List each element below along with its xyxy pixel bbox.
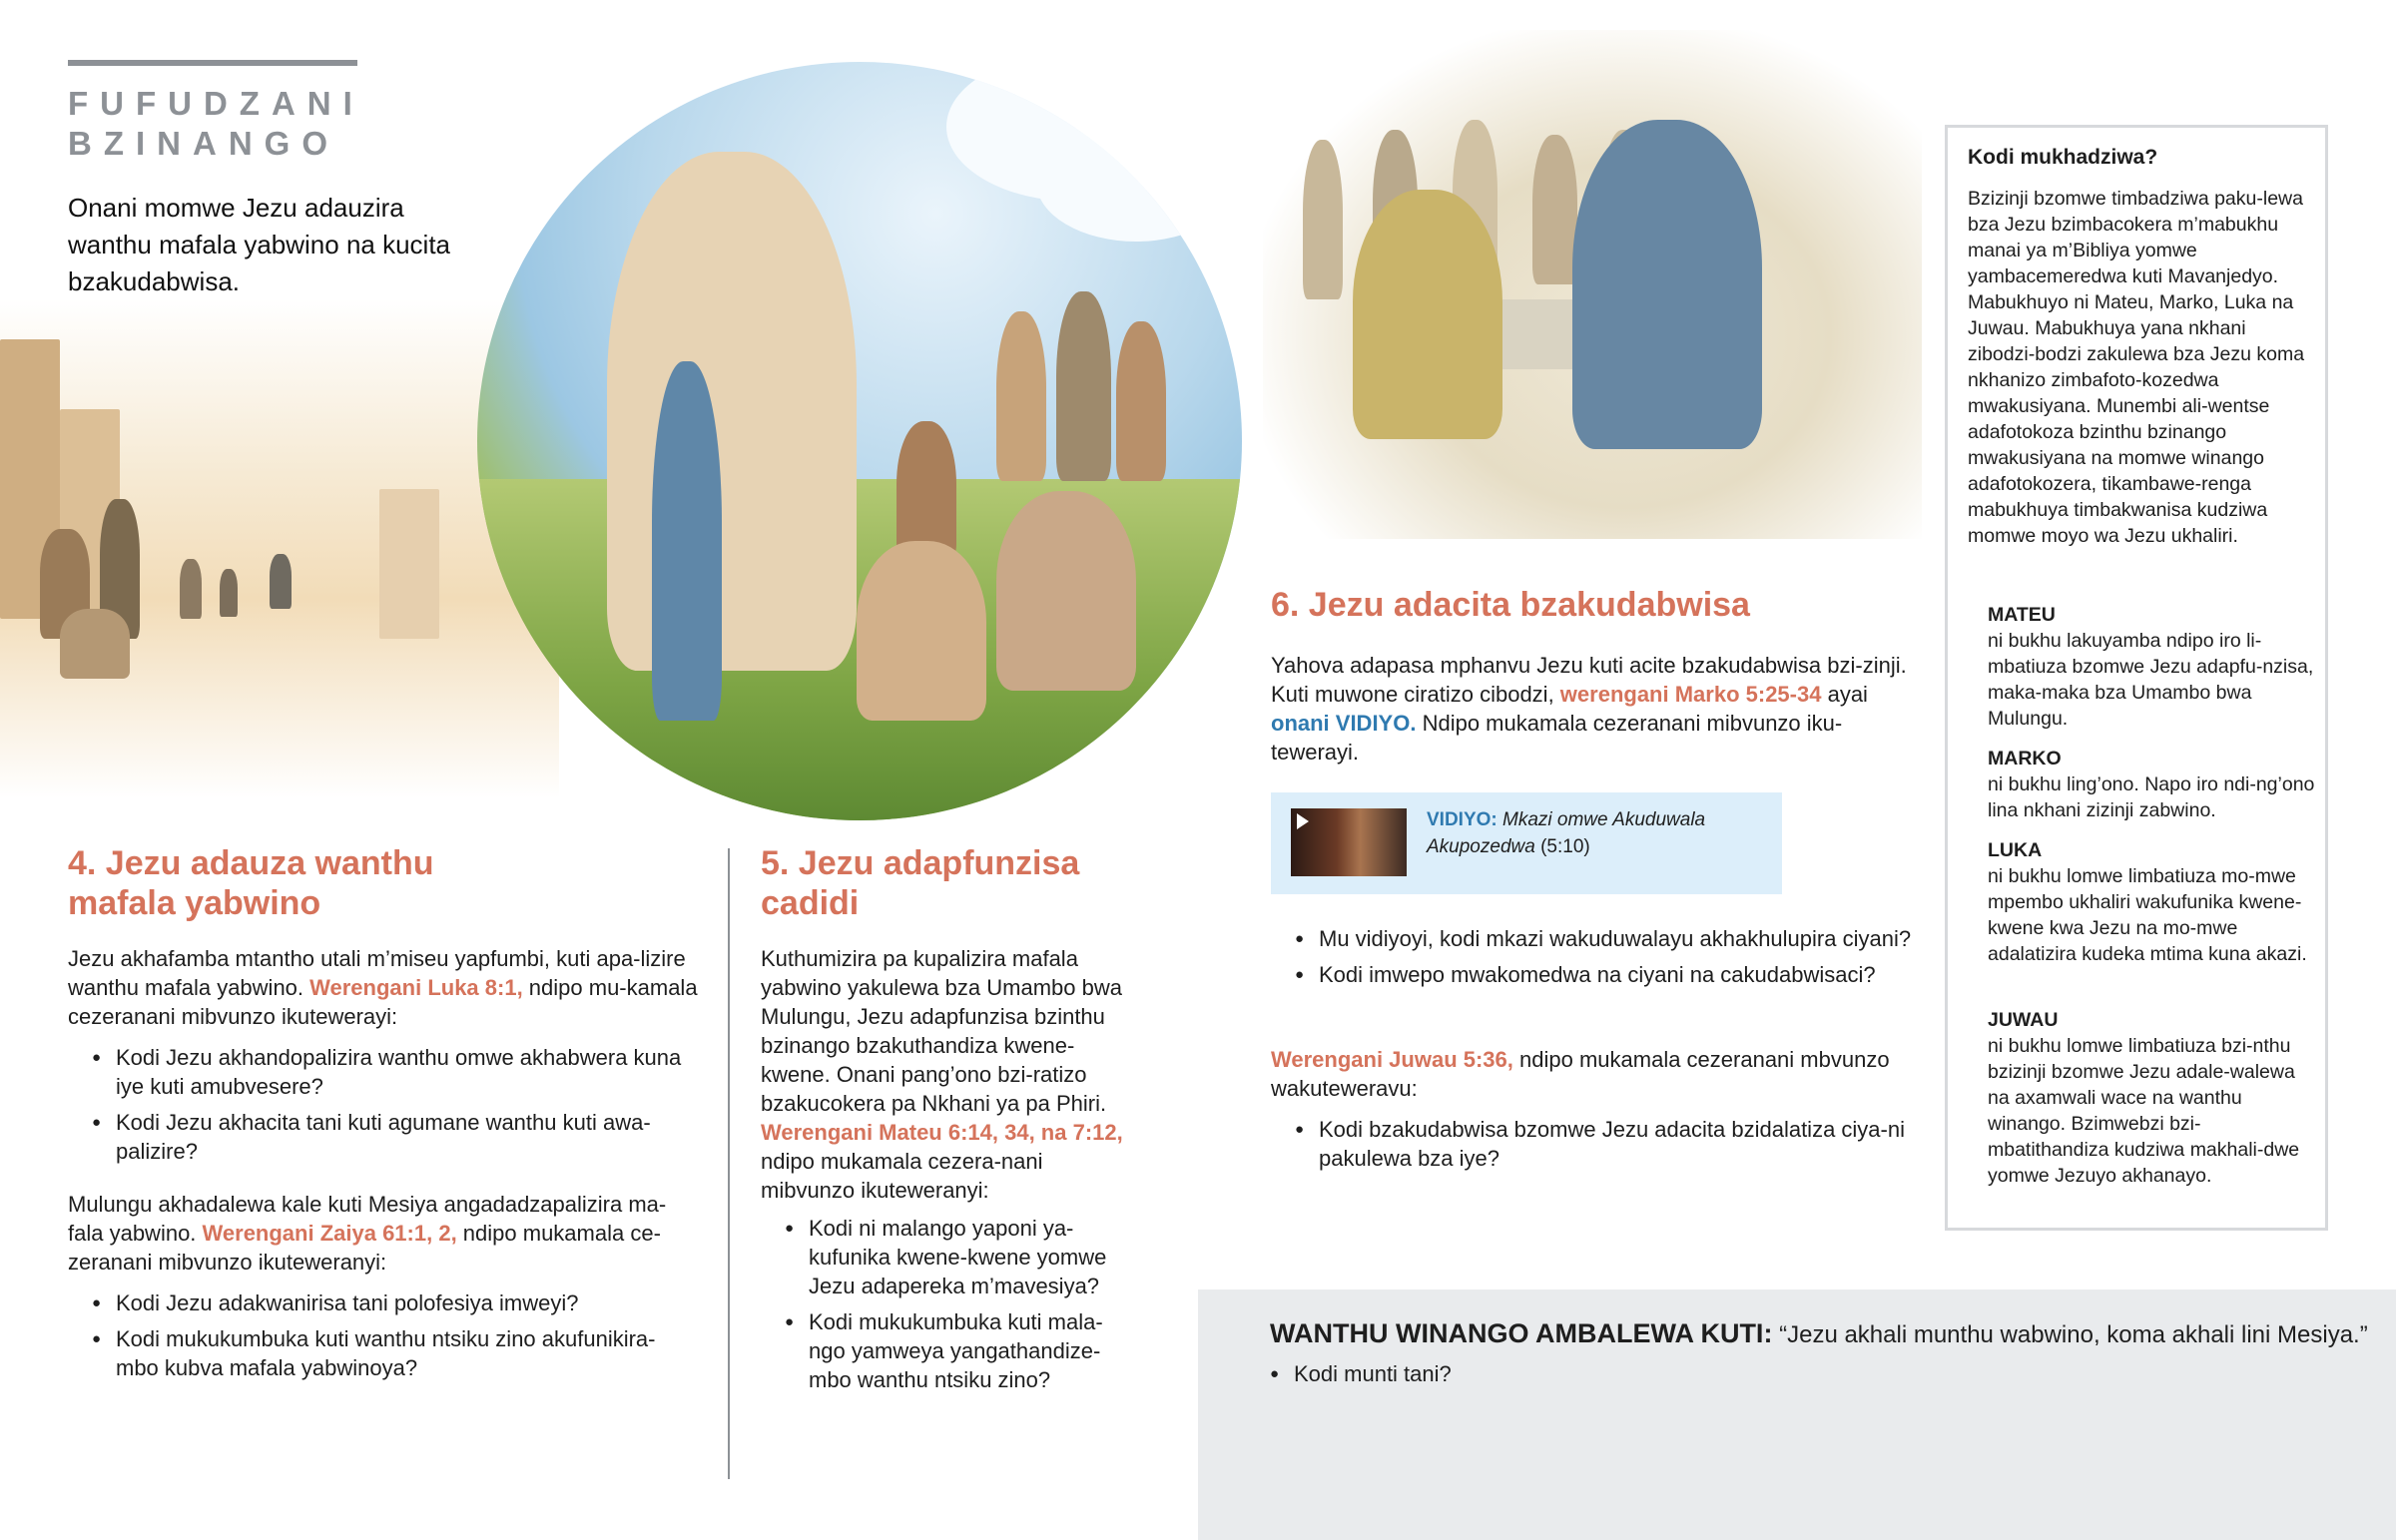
gospel-name: JUWAU [1988, 1009, 2059, 1031]
section6-scripture-ref-john[interactable]: Werengani Juwau 5:36, [1271, 1047, 1513, 1072]
play-icon[interactable] [1297, 813, 1309, 829]
section6-video-link[interactable]: onani VIDIYO. [1271, 711, 1417, 736]
gospel-desc: ni bukhu lakuyamba ndipo iro li-mbatiuza bzomwe Jezu adapfu-nzisa, maka-maka bza Umambo bwa Mulungu. [1988, 630, 2314, 730]
section5-title: 5. Jezu adapfunzisa cadidi [761, 844, 1080, 922]
section5-para [761, 944, 1130, 1205]
section4-para2 [68, 1190, 699, 1277]
sidebar-title: Kodi mukhadziwa? [1968, 146, 2158, 169]
claims-statement [1270, 1317, 2368, 1351]
section4-title: 4. Jezu adauza wanthu mafala yabwino [68, 844, 434, 922]
some-people-say-panel [1198, 1289, 2396, 1540]
section5-scripture-ref-matthew[interactable]: Werengani Mateu 6:14, 34, na 7:12, [761, 1120, 1123, 1145]
question-item: ● Kodi bzakudabwisa bzomwe Jezu adacita bzidalatiza ciya-ni pakulewa bza iye? [1295, 1115, 1914, 1173]
series-title-line1: FUFUDZANI [68, 85, 364, 122]
series-title [68, 84, 364, 164]
claims-label: WANTHU WINANGO AMBALEWA KUTI: [1270, 1318, 1773, 1348]
section6-questions-1 [1295, 924, 1914, 996]
section4-para2-text-b: ndipo mukamala ce-zeranani mibvunzo ikuteweranyi: [68, 1221, 661, 1275]
gospel-desc: ni bukhu lomwe limbatiuza mo-mwe mpembo ukhaliri wakufunika kwene-kwene kwa Jezu na mo-mwe adalatizira kudeka mtima kuna akazi. [1988, 865, 2307, 965]
series-rule [68, 60, 357, 66]
did-you-know-box [1945, 125, 2328, 1231]
video-title[interactable]: Mkazi omwe Akuduwala Akupozedwa [1427, 809, 1706, 857]
series-title-line2: BZINANGO [68, 125, 339, 162]
section4-questions-1 [92, 1043, 691, 1173]
section4-para2-text-a: Mulungu akhadalewa kale kuti Mesiya angadadzapalizira ma-fala yabwino. [68, 1192, 667, 1246]
section6-para1-text-c: Ndipo mukamala cezeranani mibvunzo iku-tewerayi. [1271, 711, 1843, 765]
street-crowd-illustration [0, 299, 559, 798]
section4-para1 [68, 944, 699, 1031]
section5-para-text-a: Kuthumizira pa kupalizira mafala yabwino yakulewa bza Umambo bwa Mulungu, Jezu adapfunzisa bzinthu bzinango bzakuthandiza kwene-kwene. Onani pang’ono bzi-ratizo bzakucokera pa Nkhani ya pa Phiri. [761, 946, 1122, 1116]
column-divider [728, 848, 730, 1479]
gospel-desc: ni bukhu lomwe limbatiuza bzi-nthu bzizinji bzomwe Jezu adale-walewa na axamwali wace na wanthu winango. Bzimwebzi bzi-mbatithandiza kudziwa makhali-dwe yomwe Jezuyo akhanayo. [1988, 1035, 2300, 1187]
section5-questions [785, 1214, 1124, 1401]
section4-para1-text-b: ndipo mu-kamala cezeranani mibvunzo ikutewerayi: [68, 975, 698, 1029]
gospel-entry-luka [1988, 837, 2317, 967]
gospel-desc: ni bukhu ling’ono. Napo iro ndi-ng’ono lina nkhani zizinji zabwino. [1988, 773, 2315, 821]
section6-para2-text-b: ndipo mukamala cezeranani mbvunzo wakuteweravu: [1271, 1047, 1890, 1101]
question-item: ● Kodi Jezu adakwanirisa tani polofesiya imweyi? [92, 1288, 691, 1317]
video-card[interactable] [1271, 792, 1782, 894]
question-item: ● Kodi mukukumbuka kuti mala-ngo yamweya yangathandize-mbo wanthu ntsiku zino? [785, 1307, 1124, 1394]
section6-para1-text-a: Yahova adapasa mphanvu Jezu kuti acite bzakudabwisa bzi-zinji. Kuti muwone ciratizo cibodzi, [1271, 653, 1907, 707]
question-item: ● Mu vidiyoyi, kodi mkazi wakuduwalayu akhakhulupira ciyani? [1295, 924, 1914, 953]
video-thumbnail[interactable] [1291, 808, 1407, 876]
jesus-preaching-illustration [477, 62, 1242, 820]
section4-scripture-ref-isaiah[interactable]: Werengani Zaiya 61:1, 2, [202, 1221, 457, 1246]
section6-questions-2 [1295, 1115, 1914, 1180]
section4-para1-text-a: Jezu akhafamba mtantho utali m’miseu yapfumbi, kuti apa-lizire wanthu mafala yabwino. [68, 946, 686, 1000]
section6-para2 [1271, 1045, 1910, 1103]
claims-quote: “Jezu akhali munthu wabwino, koma akhali lini Mesiya.” [1772, 1321, 2368, 1348]
gospel-name: MATEU [1988, 604, 2056, 626]
section5-para-text-b: ndipo mukamala cezera-nani mibvunzo ikuteweranyi: [761, 1149, 1043, 1203]
gospel-name: LUKA [1988, 839, 2043, 861]
question-item: ● Kodi imwepo mwakomedwa na ciyani na cakudabwisaci? [1295, 960, 1914, 989]
question-item: ● Kodi munti tani? [1270, 1359, 1452, 1388]
video-caption [1427, 806, 1766, 860]
video-duration: (5:10) [1540, 836, 1590, 857]
woman-healed-illustration [1263, 30, 1922, 539]
lesson-intro: Onani momwe Jezu adauzira wanthu mafala yabwino na kucita bzakudabwisa. [68, 193, 451, 296]
gospel-entry-mateu [1988, 602, 2317, 732]
section6-para1-text-b: ayai [1821, 682, 1868, 707]
claims-questions [1270, 1359, 1452, 1388]
gospel-entry-juwau [1988, 1007, 2317, 1189]
gospel-entry-marko [1988, 746, 2317, 823]
question-item: ● Kodi Jezu akhandopalizira wanthu omwe akhabwera kuna iye kuti amubvesere? [92, 1043, 691, 1101]
section6-para1 [1271, 651, 1910, 767]
question-item: ● Kodi mukukumbuka kuti wanthu ntsiku zino akufunikira-mbo kubva mafala yabwinoya? [92, 1324, 691, 1382]
video-label: VIDIYO: [1427, 809, 1498, 830]
gospel-name: MARKO [1988, 748, 2062, 770]
section6-title: 6. Jezu adacita bzakudabwisa [1271, 586, 1750, 624]
question-item: ● Kodi Jezu akhacita tani kuti agumane wanthu kuti awa-palizire? [92, 1108, 691, 1166]
sidebar-body: Bzizinji bzomwe timbadziwa paku-lewa bza Jezu bzimbacokera m’mabukhu manai ya m’Bibliya yomwe yambacemeredwa kuti Mavanjedyo. Mabukhuyo ni Mateu, Marko, Luka na Juwau. Mabukhuya yana nkhani zibodzi-bodzi zakulewa bza Jezu koma nkhanizo zimbafoto-kozedwa mwakusiyana. Munembi ali-wentse adafotokoza bzinthu bzinango mwakusiyana na momwe winango adafotokozera, tikambawe-renga mabukhuya timbakwanisa kudziwa momwe moyo wa Jezu ukhaliri. [1968, 188, 2305, 547]
section6-scripture-ref-mark[interactable]: werengani Marko 5:25-34 [1559, 682, 1822, 707]
question-item: ● Kodi ni malango yaponi ya-kufunika kwene-kwene yomwe Jezu adapereka m’mavesiya? [785, 1214, 1124, 1300]
section4-scripture-ref-luke[interactable]: Werengani Luka 8:1, [309, 975, 523, 1000]
section4-questions-2 [92, 1288, 691, 1389]
